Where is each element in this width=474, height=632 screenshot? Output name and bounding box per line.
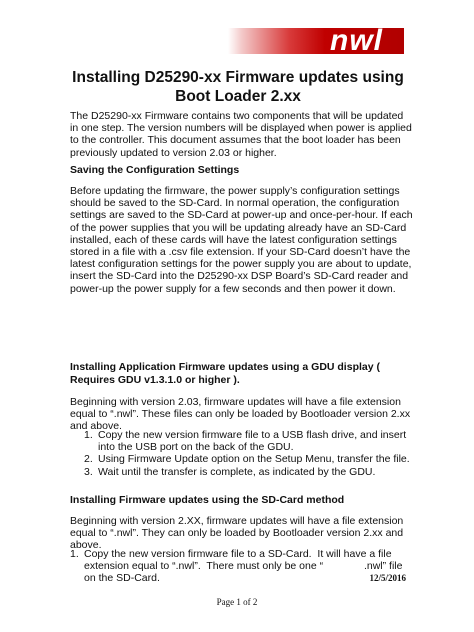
gdu-install-steps	[70, 429, 414, 478]
sdcard-install-paragraph: Beginning with version 2.XX, firmware updates will have a file extension equal to “.nwl”. They can only be loaded by Bootloader version 2.xx and above.	[70, 515, 404, 552]
list-item	[70, 453, 414, 465]
list-item	[70, 429, 414, 453]
list-item-text: Wait until the transfer is complete, as indicated by the GDU.	[98, 465, 376, 478]
saving-configuration-paragraph: Before updating the firmware, the power supply’s configuration settings should be saved to the SD-Card. In normal operation, the configuration settings are saved to the SD-Card at power-up and once-per-hour. If each of the power supplies that you will be updating already have an SD-Card installed, each of these cards will have the latest configuration settings stored in a file with a .csv file extension. If your SD-Card doesn’t have the latest configuration settings for the power supply you are about to update, insert the SD-Card into the D25290-xx DSP Board’s SD-Card reader and power-up the power supply for a few seconds and then power it down.	[70, 185, 413, 295]
list-item-text: Copy the new version firmware file to a SD-Card. It will have a file extension equal to “.nwl”. There must only be one “ .nwl” file on the SD-Card.	[84, 548, 406, 585]
list-item	[70, 466, 414, 478]
page-number: Page 1 of 2	[216, 597, 258, 607]
gdu-install-paragraph: Beginning with version 2.03, firmware updates will have a file extension equal to “.nwl”. These files can only be loaded by Bootloader version 2.xx and above.	[70, 396, 411, 433]
list-item-number: 1.	[84, 429, 93, 441]
list-item-number: 2.	[84, 453, 93, 466]
document-date: 12/5/2016	[369, 573, 406, 583]
sdcard-install-steps	[70, 548, 414, 585]
list-item-text: Copy the new version firmware file to a USB flash drive, and insert into the USB port on the back of the GDU.	[98, 429, 407, 454]
list-item-number: 3.	[84, 465, 93, 478]
heading-saving-configuration: Saving the Configuration Settings	[70, 164, 240, 176]
company-logo: nwl	[330, 24, 383, 57]
list-item	[70, 548, 414, 585]
heading-sdcard-install: Installing Firmware updates using the SD-Card method	[70, 494, 345, 506]
list-item-number: 1.	[70, 548, 79, 560]
document-title: Installing D25290-xx Firmware updates using Boot Loader 2.xx	[72, 69, 404, 105]
list-item-text: Using Firmware Update option on the Setup Menu, transfer the file.	[98, 453, 410, 466]
heading-gdu-install: Installing Application Firmware updates using a GDU display ( Requires GDU v1.3.1.0 or higher ).	[70, 361, 380, 386]
intro-paragraph: The D25290-xx Firmware contains two components that will be updated in one step. The version numbers will be displayed when power is applied to the controller. This document assumes that the boot loader has been previously updated to version 2.03 or higher.	[70, 110, 412, 159]
